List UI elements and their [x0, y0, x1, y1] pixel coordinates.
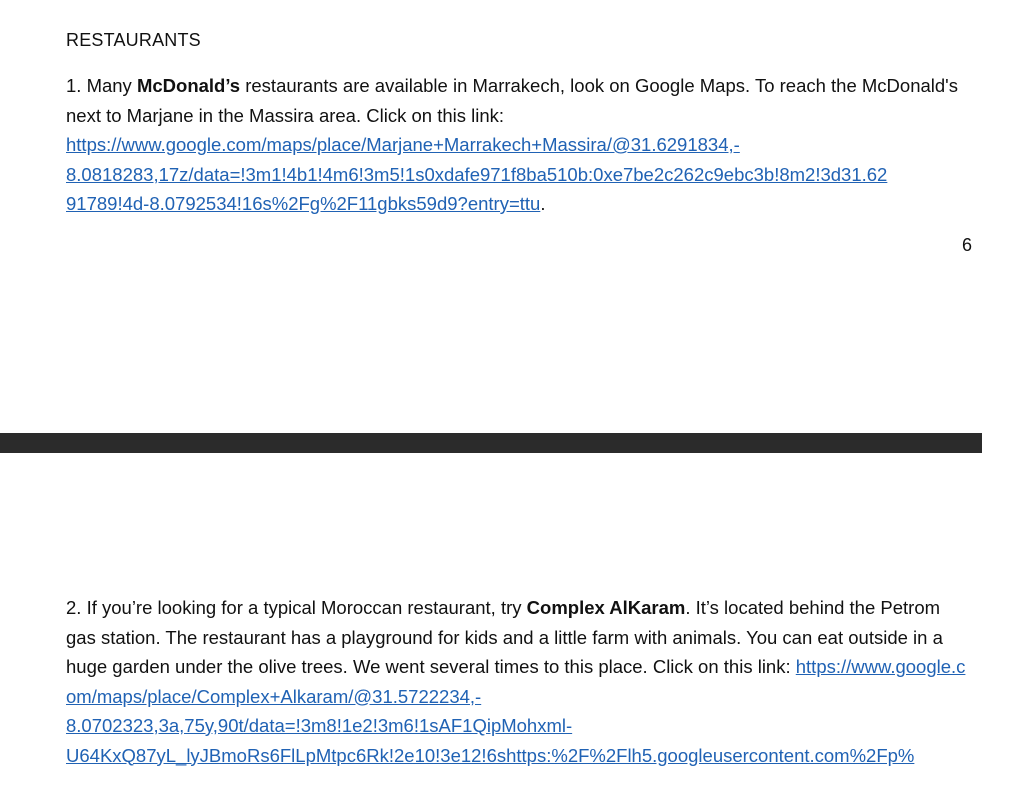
restaurant-name-alkaram: Complex AlKaram	[526, 597, 686, 618]
maps-link-marjane[interactable]	[66, 134, 887, 214]
page-separator	[0, 433, 982, 453]
restaurant-name-mcdonalds: McDonald’s	[136, 75, 241, 96]
section-heading: RESTAURANTS	[66, 30, 201, 50]
link-line: U64KxQ87yL_lyJBmoRs6FlLpMtpc6Rk!2e10!3e12!6shttps:%2F%2Flh5.googleusercontent.com%2Fp%	[66, 744, 915, 766]
page-number: 6	[961, 235, 972, 255]
paragraph-prefix: 2. If you’re looking for a typical Moroccan restaurant, try	[66, 597, 527, 618]
link-line: 8.0702323,3a,75y,90t/data=!3m8!1e2!3m6!1sAF1QipMohxml-	[66, 715, 573, 736]
paragraph-text: . It’s located behind the Petrom gas station. The restaurant has a playground for kids and a little farm with animals. You can eat outside in a huge garden under the olive trees. We went several times to this place. Click on this link:	[66, 597, 943, 677]
paragraph-prefix: 1. Many	[66, 75, 137, 96]
link-line: 8.0818283,17z/data=!3m1!4b1!4m6!3m5!1s0xdafe971f8ba510b:0xe7be2c262c9ebc3b!8m2!3d31.62	[66, 163, 888, 185]
link-line: https://www.google.com/maps/place/Marjane+Marrakech+Massira/@31.6291834,-	[66, 134, 740, 155]
link-line: 91789!4d-8.0792534!16s%2Fg%2F11gbks59d9?entry=ttu	[66, 193, 541, 214]
paragraph-mcdonalds	[66, 71, 971, 219]
paragraph-alkaram	[66, 593, 971, 770]
paragraph-text: restaurants are available in Marrakech, look on Google Maps. To reach the McDonald's next to Marjane in the Massira area. Click on this link:	[66, 75, 958, 126]
paragraph-suffix: .	[540, 193, 546, 214]
link-line: https://www.google.com/maps/place/Complex+Alkaram/@31.5722234,-	[66, 656, 966, 707]
